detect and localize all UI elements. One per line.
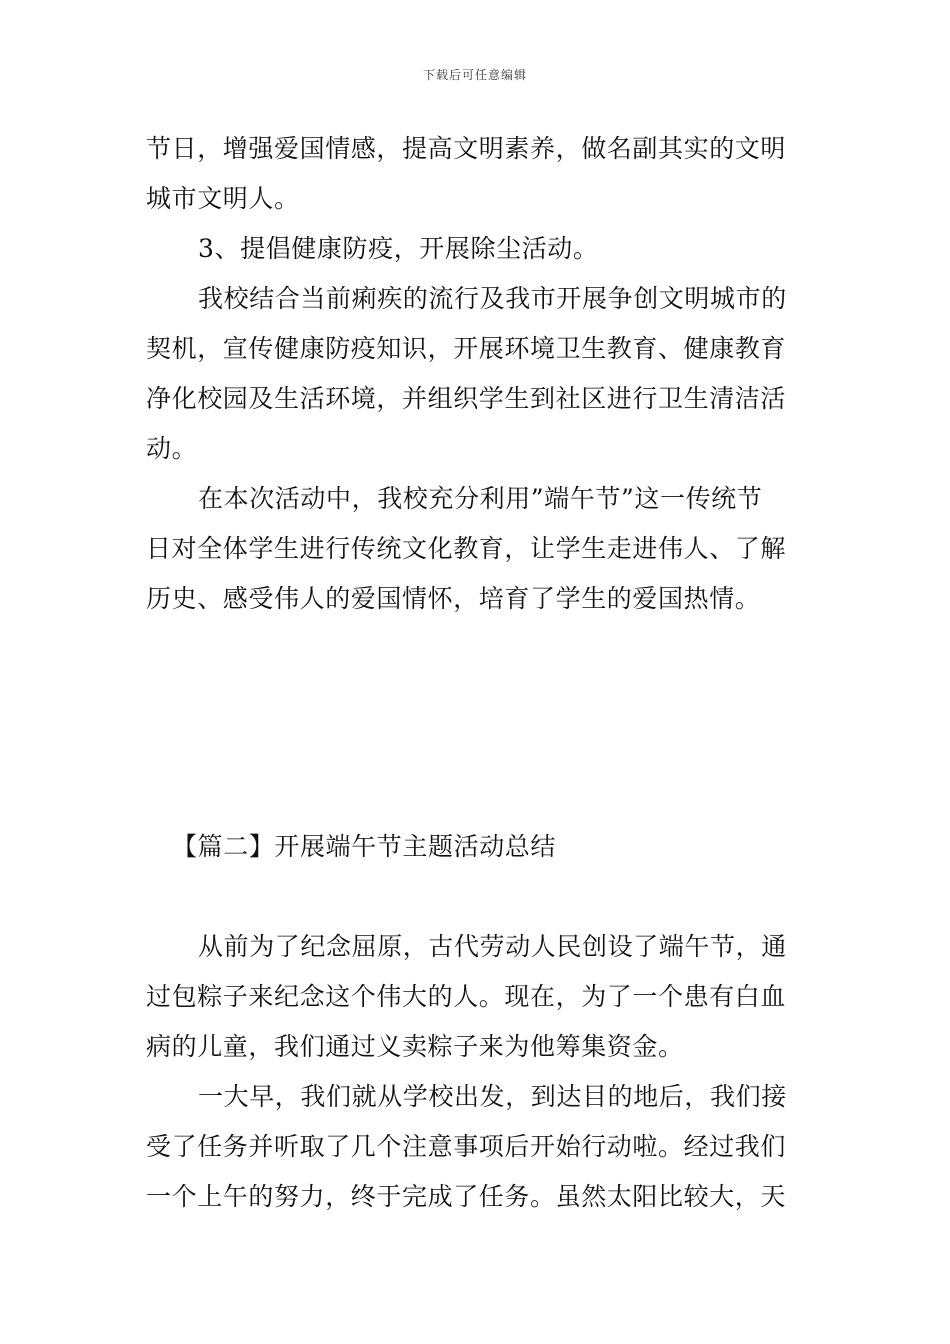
paragraph-line: 净化校园及生活环境，并组织学生到社区进行卫生清洁活 (146, 384, 787, 413)
list-item-heading: 3、提倡健康防疫，开展除尘活动。 (198, 234, 599, 263)
paragraph-line: 契机，宣传健康防疫知识，开展环境卫生教育、健康教育 (146, 334, 787, 363)
paragraph-line: 受了任务并听取了几个注意事项后开始行动啦。经过我们 (146, 1132, 787, 1161)
paragraph-line: 一个上午的努力，终于完成了任务。虽然太阳比较大，天 (146, 1182, 787, 1211)
paragraph-line: 我校结合当前痢疾的流行及我市开展争创文明城市的 (198, 284, 787, 313)
paragraph-line: 日对全体学生进行传统文化教育，让学生走进伟人、了解 (146, 534, 787, 563)
paragraph-line: 在本次活动中，我校充分利用”端午节”这一传统节 (198, 484, 763, 513)
paragraph-line: 城市文明人。 (146, 184, 300, 213)
paragraph-line: 历史、感受伟人的爱国情怀，培育了学生的爱国热情。 (146, 584, 761, 613)
paragraph-line: 动。 (146, 434, 198, 463)
paragraph-line: 一大早，我们就从学校出发，到达目的地后，我们接 (198, 1082, 787, 1111)
paragraph-line: 从前为了纪念屈原，古代劳动人民创设了端午节，通 (198, 932, 787, 961)
paragraph-line: 节日，增强爱国情感，提高文明素养，做名副其实的文明 (146, 134, 787, 163)
paragraph-line: 过包粽子来纪念这个伟大的人。现在，为了一个患有白血 (146, 982, 787, 1011)
page-header-note: 下载后可任意编辑 (422, 68, 527, 82)
section-title: 【篇二】开展端午节主题活动总结 (172, 832, 557, 861)
paragraph-line: 病的儿童，我们通过义卖粽子来为他筹集资金。 (146, 1032, 684, 1061)
